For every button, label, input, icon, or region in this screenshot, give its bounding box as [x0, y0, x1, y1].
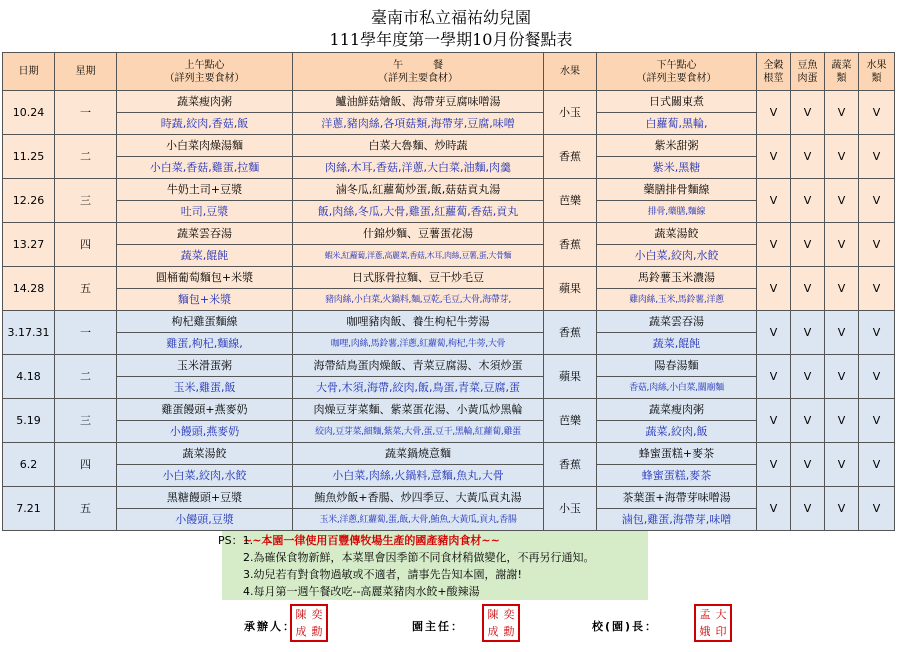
pm-snack-cell[interactable]: 蜂蜜蛋糕+麥茶: [597, 443, 757, 465]
pm-ingredients-cell[interactable]: 滷包,雞蛋,海帶芽,味噌: [597, 509, 757, 531]
am-snack-cell[interactable]: 雞蛋饅頭+燕麥奶: [117, 399, 293, 421]
header-pm-line1: 下午點心: [656, 59, 697, 71]
header-grain-line2: 根莖: [763, 72, 784, 84]
vegetable-check[interactable]: V: [825, 223, 859, 267]
header-pm-snack[interactable]: [597, 53, 757, 91]
weekday-cell[interactable]: 三: [55, 399, 117, 443]
pm-snack-cell[interactable]: 蔬菜湯餃: [597, 223, 757, 245]
grain-check[interactable]: V: [757, 487, 791, 531]
header-date[interactable]: 日期: [3, 53, 55, 91]
weekday-cell[interactable]: 四: [55, 443, 117, 487]
date-cell[interactable]: 12.26: [3, 179, 55, 223]
lunch-cell[interactable]: 什錦炒麵、豆薯蛋花湯: [293, 223, 544, 245]
fruit-cell[interactable]: 香蕉: [544, 135, 597, 179]
protein-check[interactable]: V: [791, 135, 825, 179]
fruit-check[interactable]: V: [859, 311, 895, 355]
protein-check[interactable]: V: [791, 91, 825, 135]
date-cell[interactable]: 3.17.31: [3, 311, 55, 355]
header-weekday[interactable]: 星期: [55, 53, 117, 91]
am-ingredients-cell[interactable]: 小饅頭,燕麥奶: [117, 421, 293, 443]
weekday-cell[interactable]: 五: [55, 267, 117, 311]
day-row: [3, 487, 895, 509]
protein-check[interactable]: V: [791, 487, 825, 531]
header-lunch[interactable]: [293, 53, 544, 91]
contractor-stamp: [290, 604, 328, 642]
director-stamp: [482, 604, 520, 642]
vegetable-check[interactable]: V: [825, 355, 859, 399]
protein-check[interactable]: V: [791, 399, 825, 443]
header-am-snack[interactable]: [117, 53, 293, 91]
am-snack-cell[interactable]: 枸杞雞蛋麵線: [117, 311, 293, 333]
protein-check[interactable]: V: [791, 355, 825, 399]
grain-check[interactable]: V: [757, 223, 791, 267]
day-row: [3, 135, 895, 157]
day-row: [3, 355, 895, 377]
fruit-cell[interactable]: 蘋果: [544, 355, 597, 399]
lunch-ingredients-cell[interactable]: 小白菜,肉絲,火鍋料,意麵,魚丸,大骨: [293, 465, 544, 487]
lunch-ingredients-cell[interactable]: 玉米,洋蔥,紅蘿蔔,蛋,飯,大骨,鮪魚,大黃瓜,貢丸,香腸: [293, 509, 544, 531]
lunch-cell[interactable]: 肉燥豆芽菜麵、紫菜蛋花湯、小黃瓜炒黑輪: [293, 399, 544, 421]
vegetable-check[interactable]: V: [825, 443, 859, 487]
stamp-char: 勳: [311, 625, 323, 638]
note-seasonal-change[interactable]: 2.為確保食物新鮮，本菜單會因季節不同食材稍做變化，不再另行通知。: [243, 551, 595, 564]
date-cell[interactable]: 6.2: [3, 443, 55, 487]
vegetable-check[interactable]: V: [825, 487, 859, 531]
day-row: [3, 223, 895, 245]
header-lunch-line1: 午 餐: [393, 59, 443, 71]
note-allergy[interactable]: 3.幼兒若有對食物過敏或不適者，請事先告知本園，謝謝!: [243, 568, 522, 581]
header-protein-line2: 肉蛋: [797, 72, 818, 84]
fruit-cell[interactable]: 蘋果: [544, 267, 597, 311]
protein-check[interactable]: V: [791, 311, 825, 355]
grain-check[interactable]: V: [757, 355, 791, 399]
lunch-ingredients-cell[interactable]: 咖哩,肉絲,馬鈴薯,洋蔥,紅蘿蔔,枸杞,牛蒡,大骨: [293, 333, 544, 355]
lunch-ingredients-cell[interactable]: 飯,肉絲,冬瓜,大骨,雞蛋,紅蘿蔔,香菇,貢丸: [293, 201, 544, 223]
header-pm-line2: （詳列主要食材）: [636, 72, 717, 84]
lunch-cell[interactable]: 咖哩豬肉飯、養生枸杞牛蒡湯: [293, 311, 544, 333]
am-ingredients-cell[interactable]: 吐司,豆漿: [117, 201, 293, 223]
protein-check[interactable]: V: [791, 179, 825, 223]
date-cell[interactable]: 14.28: [3, 267, 55, 311]
notes-box: [222, 531, 648, 600]
principal-stamp: [694, 604, 732, 642]
fruit-check[interactable]: V: [859, 355, 895, 399]
lunch-cell[interactable]: 日式豚骨拉麵、豆干炒毛豆: [293, 267, 544, 289]
weekday-cell[interactable]: 四: [55, 223, 117, 267]
header-grain-line1: 全穀: [763, 59, 784, 71]
date-cell[interactable]: 5.19: [3, 399, 55, 443]
pm-snack-cell[interactable]: 藥膳排骨麵線: [597, 179, 757, 201]
pm-snack-cell[interactable]: 紫米甜粥: [597, 135, 757, 157]
note-pork-source[interactable]: ~~本園一律使用百豐傳牧場生產的國產豬肉食材~~: [243, 534, 500, 547]
vegetable-check[interactable]: V: [825, 399, 859, 443]
stamp-char: 娥: [699, 625, 711, 638]
pm-snack-cell[interactable]: 蔬菜瘦肉粥: [597, 399, 757, 421]
header-protein-line1: 豆魚: [797, 59, 818, 71]
stamp-char: 陳: [295, 608, 307, 621]
pm-ingredients-cell[interactable]: 紫米,黑糖: [597, 157, 757, 179]
pm-snack-cell[interactable]: 陽春湯麵: [597, 355, 757, 377]
lunch-cell[interactable]: 蔬菜鍋燒意麵: [293, 443, 544, 465]
header-fruitcat-line1: 水果: [866, 59, 887, 71]
fruit-check[interactable]: V: [859, 223, 895, 267]
am-snack-cell[interactable]: 蔬菜瘦肉粥: [117, 91, 293, 113]
pm-ingredients-cell[interactable]: 白蘿蔔,黑輪,: [597, 113, 757, 135]
kindergarten-name: 臺南市私立福祐幼兒園: [370, 8, 531, 27]
pm-ingredients-cell[interactable]: 蜂蜜蛋糕,麥茶: [597, 465, 757, 487]
director-label: 園主任：: [412, 620, 464, 633]
am-ingredients-cell[interactable]: 玉米,雞蛋,飯: [117, 377, 293, 399]
header-fruit-category[interactable]: [859, 53, 895, 91]
stamp-char: 大: [715, 608, 727, 621]
date-cell[interactable]: 11.25: [3, 135, 55, 179]
am-ingredients-cell[interactable]: 小饅頭,豆漿: [117, 509, 293, 531]
fruit-cell[interactable]: 小玉: [544, 487, 597, 531]
menu-title: 111學年度第一學期10月份餐點表: [329, 30, 573, 49]
protein-check[interactable]: V: [791, 223, 825, 267]
am-ingredients-cell[interactable]: 蔬菜,餛飩: [117, 245, 293, 267]
fruit-check[interactable]: V: [859, 267, 895, 311]
date-cell[interactable]: 4.18: [3, 355, 55, 399]
fruit-check[interactable]: V: [859, 443, 895, 487]
protein-check[interactable]: V: [791, 443, 825, 487]
grain-check[interactable]: V: [757, 179, 791, 223]
fruit-cell[interactable]: 香蕉: [544, 223, 597, 267]
lunch-cell[interactable]: 白菜大魯麵、炒時蔬: [293, 135, 544, 157]
lunch-cell[interactable]: 鮪魚炒飯+香腸、炒四季豆、大黃瓜貢丸湯: [293, 487, 544, 509]
header-vegetable[interactable]: [825, 53, 859, 91]
stamp-char: 奕: [311, 608, 323, 621]
weekday-cell[interactable]: 一: [55, 91, 117, 135]
vegetable-check[interactable]: V: [825, 179, 859, 223]
lunch-ingredients-cell[interactable]: 洋蔥,豬肉絲,各項菇類,海帶芽,豆腐,味噌: [293, 113, 544, 135]
pm-snack-cell[interactable]: 茶葉蛋+海帶芽味噌湯: [597, 487, 757, 509]
header-veg-line2: 類: [836, 72, 847, 84]
lunch-ingredients-cell[interactable]: 蝦米,紅蘿蔔,洋蔥,高麗菜,香菇,木耳,肉絲,豆薯,蛋,大骨麵: [293, 245, 544, 267]
header-fruitcat-line2: 類: [871, 72, 882, 84]
am-ingredients-cell[interactable]: 小白菜,香菇,雞蛋,拉麵: [117, 157, 293, 179]
lunch-ingredients-cell[interactable]: 肉絲,木耳,香菇,洋蔥,大白菜,油麵,肉羹: [293, 157, 544, 179]
grain-check[interactable]: V: [757, 443, 791, 487]
am-snack-cell[interactable]: 蔬菜湯餃: [117, 443, 293, 465]
fruit-cell[interactable]: 香蕉: [544, 443, 597, 487]
meal-table: [2, 52, 895, 531]
stamp-char: 奕: [503, 608, 515, 621]
pm-ingredients-cell[interactable]: 蔬菜,餛飩: [597, 333, 757, 355]
am-ingredients-cell[interactable]: 時蔬,絞肉,香菇,飯: [117, 113, 293, 135]
am-ingredients-cell[interactable]: 麵包+米漿: [117, 289, 293, 311]
day-row: [3, 91, 895, 113]
pm-ingredients-cell[interactable]: 香菇,肉絲,小白菜,關廟麵: [597, 377, 757, 399]
fruit-check[interactable]: V: [859, 487, 895, 531]
weekday-cell[interactable]: 五: [55, 487, 117, 531]
stamp-char: 勳: [503, 625, 515, 638]
am-snack-cell[interactable]: 玉米滑蛋粥: [117, 355, 293, 377]
weekday-cell[interactable]: 二: [55, 355, 117, 399]
pm-ingredients-cell[interactable]: 蔬菜,絞肉,飯: [597, 421, 757, 443]
protein-check[interactable]: V: [791, 267, 825, 311]
date-cell[interactable]: 10.24: [3, 91, 55, 135]
header-grain[interactable]: [757, 53, 791, 91]
date-cell[interactable]: 7.21: [3, 487, 55, 531]
lunch-ingredients-cell[interactable]: 大骨,木須,海帶,絞肉,飯,鳥蛋,青菜,豆腐,蛋: [293, 377, 544, 399]
principal-label: 校(園)長：: [592, 620, 659, 633]
note-first-week[interactable]: 4.每月第一週午餐改吃--高麗菜豬肉水餃+酸辣湯: [243, 585, 480, 598]
fruit-cell[interactable]: 小玉: [544, 91, 597, 135]
fruit-check[interactable]: V: [859, 399, 895, 443]
fruit-cell[interactable]: 芭樂: [544, 179, 597, 223]
weekday-cell[interactable]: 三: [55, 179, 117, 223]
day-row: [3, 267, 895, 289]
vegetable-check[interactable]: V: [825, 311, 859, 355]
pm-snack-cell[interactable]: 蔬菜雲吞湯: [597, 311, 757, 333]
pm-ingredients-cell[interactable]: 排骨,藥膳,麵線: [597, 201, 757, 223]
lunch-ingredients-cell[interactable]: 豬肉絲,小白菜,火鍋料,麵,豆乾,毛豆,大骨,海帶芽,: [293, 289, 544, 311]
am-ingredients-cell[interactable]: 小白菜,絞肉,水餃: [117, 465, 293, 487]
day-row: [3, 311, 895, 333]
stamp-char: 孟: [699, 608, 711, 621]
grain-check[interactable]: V: [757, 267, 791, 311]
lunch-ingredients-cell[interactable]: 絞肉,豆芽菜,細麵,紫菜,大骨,蛋,豆干,黑輪,紅蘿蔔,雞蛋: [293, 421, 544, 443]
am-snack-cell[interactable]: 圓桶葡萄麵包+米漿: [117, 267, 293, 289]
day-row: [3, 443, 895, 465]
notes-ps-label: PS：1.: [218, 534, 254, 547]
am-snack-cell[interactable]: 黑糖饅頭+豆漿: [117, 487, 293, 509]
grain-check[interactable]: V: [757, 135, 791, 179]
weekday-cell[interactable]: 一: [55, 311, 117, 355]
vegetable-check[interactable]: V: [825, 91, 859, 135]
grain-check[interactable]: V: [757, 399, 791, 443]
am-snack-cell[interactable]: 小白菜肉燥湯麵: [117, 135, 293, 157]
stamp-char: 印: [715, 625, 727, 638]
header-row: [3, 53, 895, 91]
header-am-line1: 上午點心: [184, 59, 225, 71]
date-cell[interactable]: 13.27: [3, 223, 55, 267]
day-row: [3, 179, 895, 201]
header-veg-line1: 蔬菜: [831, 59, 852, 71]
lunch-cell[interactable]: 滷冬瓜,紅蘿蔔炒蛋,飯,菇菇貢丸湯: [293, 179, 544, 201]
fruit-cell[interactable]: 香蕉: [544, 311, 597, 355]
stamp-char: 陳: [487, 608, 499, 621]
header-fruit[interactable]: 水果: [544, 53, 597, 91]
am-snack-cell[interactable]: 牛奶土司+豆漿: [117, 179, 293, 201]
pm-snack-cell[interactable]: 日式關東煮: [597, 91, 757, 113]
weekday-cell[interactable]: 二: [55, 135, 117, 179]
stamp-char: 成: [487, 625, 499, 638]
pm-ingredients-cell[interactable]: 雞肉絲,玉米,馬鈴薯,洋蔥: [597, 289, 757, 311]
pm-snack-cell[interactable]: 馬鈴薯玉米濃湯: [597, 267, 757, 289]
fruit-check[interactable]: V: [859, 91, 895, 135]
day-row: [3, 399, 895, 421]
header-lunch-line2: （詳列主要食材）: [378, 72, 458, 84]
vegetable-check[interactable]: V: [825, 135, 859, 179]
fruit-check[interactable]: V: [859, 179, 895, 223]
am-snack-cell[interactable]: 蔬菜雲吞湯: [117, 223, 293, 245]
header-am-line2: （詳列主要食材）: [164, 72, 245, 84]
header-protein[interactable]: [791, 53, 825, 91]
grain-check[interactable]: V: [757, 91, 791, 135]
lunch-cell[interactable]: 鱸油鮮菇燴飯、海帶芽豆腐味噌湯: [293, 91, 544, 113]
stamp-char: 成: [295, 625, 307, 638]
pm-ingredients-cell[interactable]: 小白菜,絞肉,水餃: [597, 245, 757, 267]
grain-check[interactable]: V: [757, 311, 791, 355]
fruit-cell[interactable]: 芭樂: [544, 399, 597, 443]
fruit-check[interactable]: V: [859, 135, 895, 179]
lunch-cell[interactable]: 海帶結鳥蛋肉燥飯、青菜豆腐湯、木須炒蛋: [293, 355, 544, 377]
am-ingredients-cell[interactable]: 雞蛋,枸杞,麵線,: [117, 333, 293, 355]
vegetable-check[interactable]: V: [825, 267, 859, 311]
contractor-label: 承辦人：: [244, 620, 296, 633]
